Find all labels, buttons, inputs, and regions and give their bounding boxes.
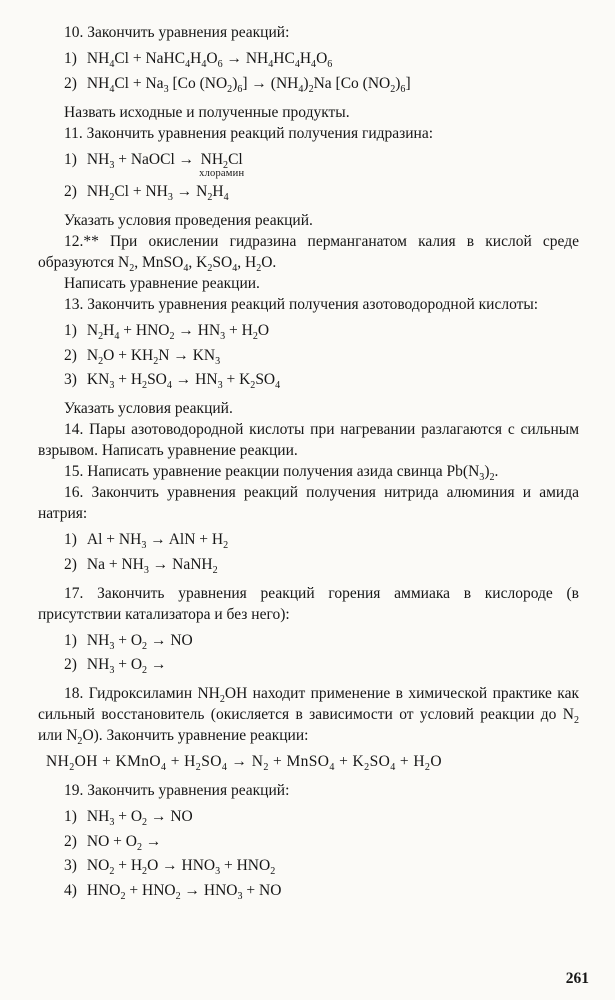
equation-19-4 bbox=[64, 880, 579, 902]
equations-17 bbox=[38, 630, 579, 677]
equation-number: 3) bbox=[64, 371, 77, 388]
equation-formula: $NH_3 + O_2$ → NO bbox=[86, 808, 193, 829]
chloramine-term bbox=[199, 149, 244, 179]
chloramine-label: хлорамин bbox=[199, 167, 245, 179]
equation-formula: $N_2O + KH_2N \to KN_3$ bbox=[86, 346, 221, 367]
equation-formula: $NH_2Cl + NH_3 \to N_2H_4$ bbox=[86, 183, 229, 204]
equations-16 bbox=[38, 529, 579, 576]
exercise-16-heading: 16. Закончить уравнения реакций получения нитрида алюминия и амида натрия: bbox=[38, 484, 579, 522]
equation-13-2 bbox=[64, 345, 579, 367]
equation-formula: $N_2H_4 + HNO_2 \to HN_3 + H_2O$ bbox=[86, 322, 270, 343]
exercise-11-heading: 11. Закончить уравнения реакций получения гидразина: bbox=[64, 124, 434, 142]
equation-formula: NO + $O_2$ → bbox=[86, 832, 162, 853]
equation-19-1 bbox=[64, 806, 579, 828]
equation-17-1 bbox=[64, 630, 579, 652]
page-number: 261 bbox=[565, 970, 589, 987]
equation-number: 1) bbox=[64, 808, 77, 825]
equations-10 bbox=[38, 48, 579, 95]
equation-11-1 bbox=[64, 149, 579, 179]
exercise-17-heading: 17. Закончить уравнения реакций горения аммиака в кислороде (в присутствии катализатора и без него): bbox=[38, 584, 579, 623]
equation-18 bbox=[46, 751, 579, 773]
equation-formula: $NH_4Cl + Na_3$ [Co $(NO_2)_6] \to (NH_4)_2Na$ [Co $(NO_2)_6$] bbox=[86, 74, 411, 95]
equation-formula: $Al + NH_3$ → AlN + $H_2$ bbox=[86, 531, 229, 552]
equation-formula: $NH_3$ + NaOCl → bbox=[86, 150, 195, 171]
exercise-11-note: Указать условия проведения реакций. bbox=[64, 212, 313, 229]
exercise-13-heading: 13. Закончить уравнения реакций получения азотоводородной кислоты: bbox=[64, 296, 539, 313]
exercise-12-text: 12.** При окислении гидразина перманганатом калия в кислой среде образуются $N_2$, MnSO$_4$, $K_2SO_4$, $H_2O$. bbox=[38, 233, 579, 275]
exercise-19-heading: 19. Закончить уравнения реакций: bbox=[64, 782, 290, 799]
equation-number: 3) bbox=[64, 857, 77, 874]
equation-number: 2) bbox=[64, 74, 77, 92]
equation-10-2 bbox=[64, 73, 579, 95]
equations-13 bbox=[38, 320, 579, 391]
equation-formula: $NO_2 + H_2O \to HNO_3 + HNO_2$ bbox=[86, 857, 276, 878]
exercise-12-note: Написать уравнение реакции. bbox=[64, 275, 260, 292]
equation-13-1 bbox=[64, 320, 579, 342]
equation-10-1 bbox=[64, 48, 579, 70]
equation-number: 4) bbox=[64, 881, 77, 899]
equation-formula: $NH_3 + O_2$ → NO bbox=[86, 631, 193, 652]
exercise-13-note: Указать условия реакций. bbox=[64, 400, 233, 417]
equation-17-2 bbox=[64, 654, 579, 676]
equation-formula: $NH_4Cl$ + $NaHC_4H_4O_6 \to NH_4HC_4H_4O_6$ bbox=[86, 50, 333, 71]
equation-number: 2) bbox=[64, 832, 77, 850]
exercise-14-text: 14. Пары азотоводородной кислоты при нагревании разлагаются с сильным взрывом. Написать уравнение реакции. bbox=[38, 421, 579, 459]
equation-number: 2) bbox=[64, 183, 77, 200]
equation-number: 2) bbox=[64, 555, 77, 573]
equation-formula: $KN_3 + H_2SO_4 \to HN_3 + K_2SO_4$ bbox=[86, 371, 281, 392]
equations-19 bbox=[38, 806, 579, 902]
equation-number: 2) bbox=[64, 656, 77, 673]
equations-18 bbox=[38, 751, 579, 773]
equation-number: 1) bbox=[64, 322, 77, 339]
equation-formula: $Na + NH_3$ → NaNH$_2$ bbox=[86, 555, 218, 576]
equation-13-3 bbox=[64, 369, 579, 391]
equation-number: 1) bbox=[64, 150, 77, 168]
equation-formula: $NH_2OH$ + KMnO$_4$ + $H_2SO_4 \to N_2$ + MnSO$_4$ + $K_2SO_4 + H_2O$ bbox=[46, 753, 442, 774]
equation-number: 2) bbox=[64, 346, 77, 364]
equation-formula: $HNO_2 + HNO_2 \to HNO_3$ + NO bbox=[86, 881, 282, 902]
exercise-10-heading: 10. Закончить уравнения реакций: bbox=[64, 24, 290, 41]
equation-11-2 bbox=[64, 181, 579, 203]
equation-number: 1) bbox=[64, 50, 77, 67]
equation-product: $NH_2Cl$ bbox=[200, 150, 243, 171]
exercise-10-note: Назвать исходные и полученные продукты. bbox=[64, 103, 350, 121]
exercise-18-text: 18. Гидроксиламин $NH_2OH$ находит применение в химической практике как сильный восстановитель (окисляется в зависимости от условий реакции до $N_2$ или $N_2O$). Закончить уравнение реакции: bbox=[38, 685, 579, 748]
equation-16-1 bbox=[64, 529, 579, 551]
equation-formula: $NH_3 + O_2$ → bbox=[86, 656, 167, 677]
equations-11 bbox=[38, 149, 579, 204]
exercise-15-text: 15. Написать уравнение реакции получения азида свинца $Pb(N_3)_2$. bbox=[64, 463, 499, 484]
equation-16-2 bbox=[64, 554, 579, 576]
equation-number: 1) bbox=[64, 631, 77, 649]
equation-number: 1) bbox=[64, 531, 77, 548]
equation-19-2 bbox=[64, 831, 579, 853]
equation-19-3 bbox=[64, 855, 579, 877]
